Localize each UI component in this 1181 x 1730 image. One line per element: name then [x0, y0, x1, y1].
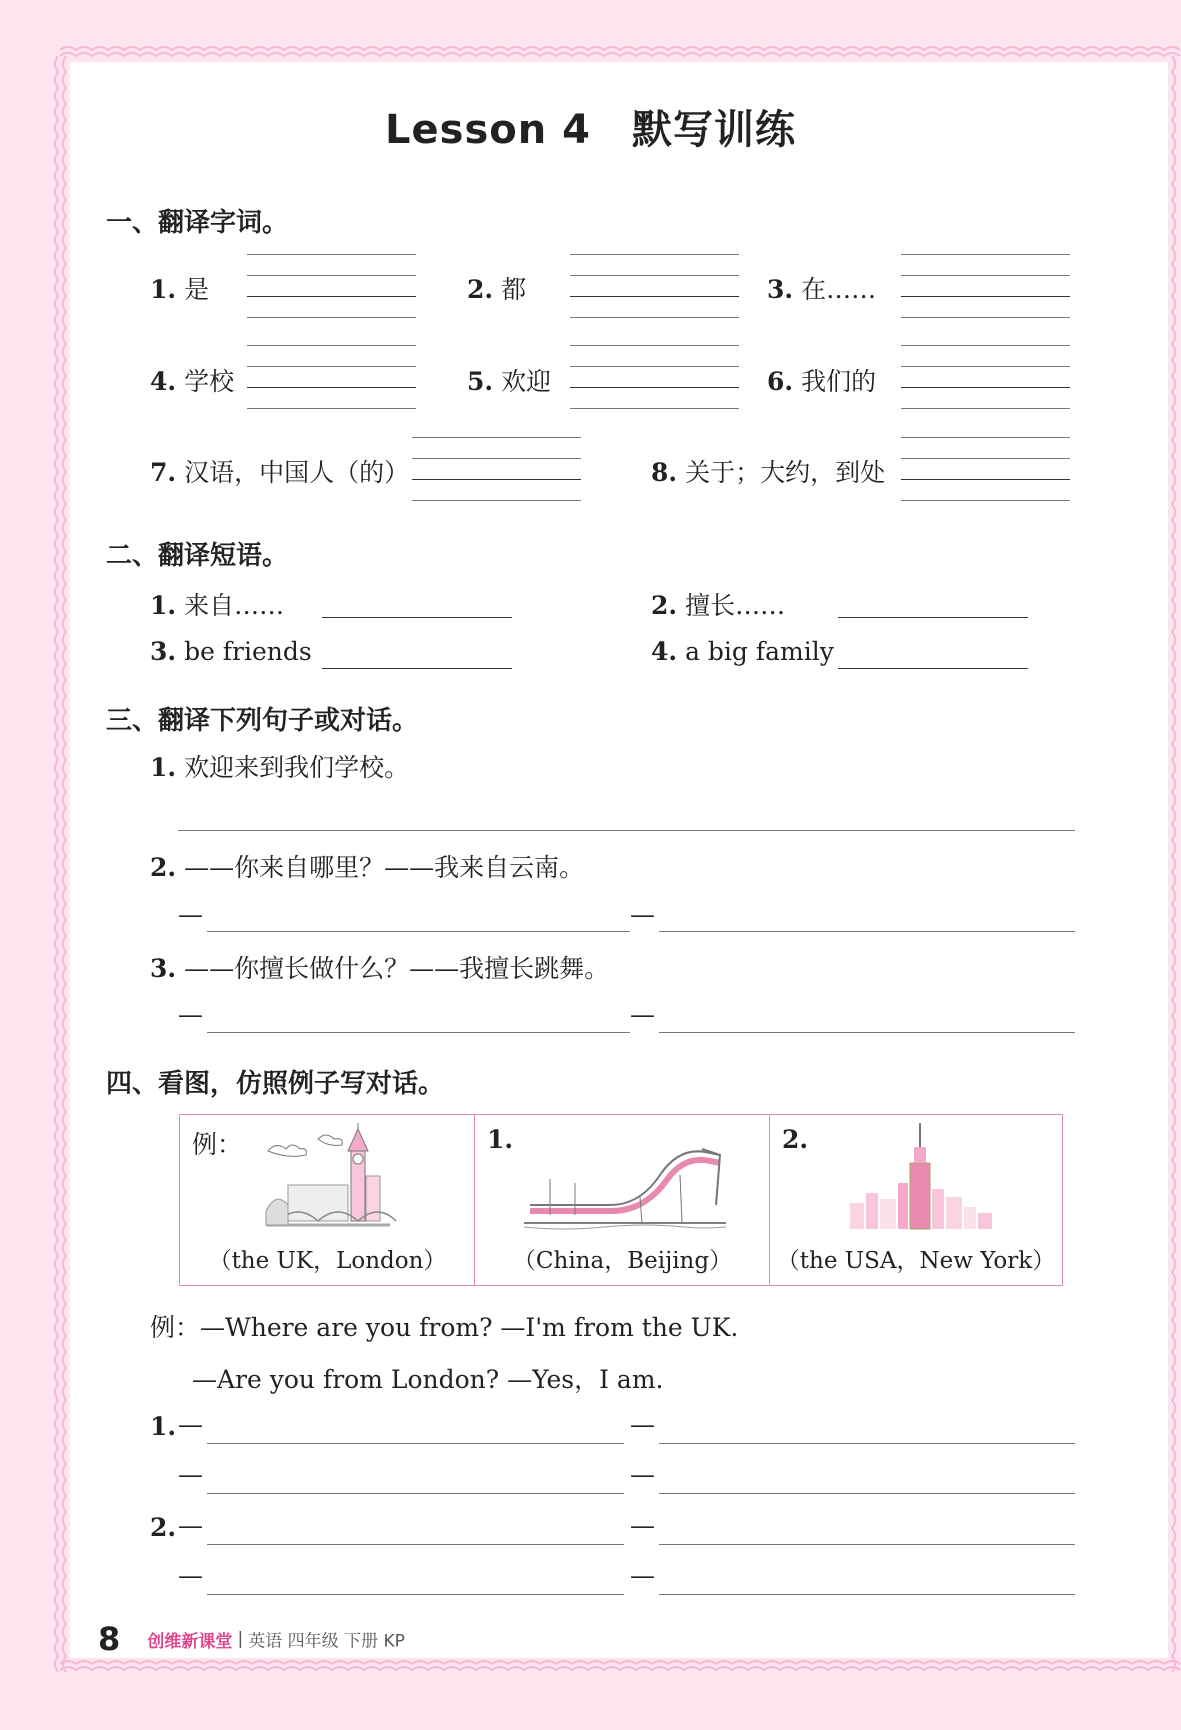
picture-cell-2: 2. （the USA，New York） — [776, 1125, 1056, 1274]
word-guide-line[interactable] — [412, 437, 581, 438]
brand-name: 创维新课堂 — [147, 1631, 233, 1652]
dialog-dash: — — [178, 900, 203, 929]
word-guide-line[interactable] — [247, 275, 416, 276]
word-guide-line[interactable] — [901, 500, 1070, 501]
sentence-2-answer-a[interactable] — [207, 931, 630, 932]
word-guide-line[interactable] — [901, 479, 1070, 480]
sentence-2-answer-b[interactable] — [659, 931, 1075, 932]
dialog-dash: — — [630, 900, 655, 929]
task-1-answer-d[interactable] — [659, 1493, 1075, 1494]
word-guide-line[interactable] — [247, 387, 416, 388]
word-item-4: 4. 学校 — [150, 367, 235, 396]
word-guide-line[interactable] — [570, 254, 739, 255]
word-guide-line[interactable] — [570, 317, 739, 318]
book-info: 英语 四年级 下册 KP — [248, 1631, 405, 1652]
task-2-answer-a[interactable] — [207, 1544, 624, 1545]
dialog-dash: — — [178, 1000, 203, 1029]
task-1-answer-b[interactable] — [659, 1443, 1075, 1444]
page-title: Lesson 4 默写训练 — [385, 107, 796, 153]
dialog-dash: — — [178, 1511, 203, 1540]
dialog-dash: — — [630, 1410, 655, 1439]
footer-divider: | — [237, 1629, 244, 1649]
phrase-item-4: 4. a big family — [651, 637, 834, 666]
phrase-answer-line-2[interactable] — [838, 617, 1028, 618]
word-guide-line[interactable] — [412, 500, 581, 501]
phrase-answer-line-1[interactable] — [322, 617, 512, 618]
dialog-dash: — — [178, 1460, 203, 1489]
word-guide-line[interactable] — [247, 317, 416, 318]
dialog-dash: — — [630, 1460, 655, 1489]
section-2-heading: 二、翻译短语。 — [106, 541, 289, 571]
word-guide-line[interactable] — [901, 387, 1070, 388]
word-guide-line[interactable] — [570, 296, 739, 297]
word-guide-line[interactable] — [247, 254, 416, 255]
word-item-2: 2. 都 — [467, 275, 527, 304]
phrase-answer-line-4[interactable] — [838, 668, 1028, 669]
word-item-5: 5. 欢迎 — [467, 367, 552, 396]
sentence-item-1: 1. 欢迎来到我们学校。 — [150, 753, 410, 782]
task-2-answer-b[interactable] — [659, 1544, 1075, 1545]
word-item-1: 1. 是 — [150, 275, 210, 304]
word-guide-line[interactable] — [901, 366, 1070, 367]
dialog-dash: — — [630, 1000, 655, 1029]
word-item-8: 8. 关于；大约，到处 — [651, 458, 886, 487]
task-2-number: 2. — [150, 1513, 177, 1542]
phrase-item-1: 1. 来自…… — [150, 591, 285, 620]
phrase-item-3: 3. be friends — [150, 637, 312, 666]
sentence-item-2: 2. ——你来自哪里？——我来自云南。 — [150, 853, 585, 882]
new-york-skyline-image — [840, 1123, 1000, 1235]
word-guide-line[interactable] — [247, 366, 416, 367]
word-item-7: 7. 汉语，中国人（的） — [150, 458, 410, 487]
example-line-2: —Are you from London? —Yes，I am. — [192, 1365, 664, 1394]
task-2-answer-c[interactable] — [207, 1594, 624, 1595]
word-guide-line[interactable] — [570, 366, 739, 367]
word-guide-line[interactable] — [901, 317, 1070, 318]
picture-cell-example: 例： （the UK，London） — [180, 1115, 475, 1285]
word-item-6: 6. 我们的 — [767, 367, 877, 396]
sentence-3-answer-b[interactable] — [659, 1032, 1075, 1033]
example-line-1: 例：—Where are you from? —I'm from the UK. — [150, 1313, 739, 1342]
dialog-dash: — — [630, 1511, 655, 1540]
picture-table — [179, 1114, 1063, 1286]
word-guide-line[interactable] — [247, 408, 416, 409]
page-number: 8 — [98, 1620, 121, 1658]
sentence-3-answer-a[interactable] — [207, 1032, 630, 1033]
task-1-number: 1. — [150, 1412, 177, 1441]
task-2-answer-d[interactable] — [659, 1594, 1075, 1595]
word-guide-line[interactable] — [570, 275, 739, 276]
phrase-item-2: 2. 擅长…… — [651, 591, 786, 620]
beijing-ski-jump-image — [520, 1135, 730, 1235]
word-item-3: 3. 在…… — [767, 275, 877, 304]
word-guide-line[interactable] — [901, 345, 1070, 346]
sentence-answer-line-1[interactable] — [178, 830, 1075, 831]
phrase-answer-line-3[interactable] — [322, 668, 512, 669]
page-footer — [98, 1620, 405, 1658]
word-guide-line[interactable] — [901, 408, 1070, 409]
picture-cell-1: 1. （China，Beijing） — [487, 1125, 733, 1274]
task-1-answer-c[interactable] — [207, 1493, 624, 1494]
word-guide-line[interactable] — [570, 408, 739, 409]
word-guide-line[interactable] — [570, 345, 739, 346]
word-guide-line[interactable] — [247, 345, 416, 346]
word-guide-line[interactable] — [901, 254, 1070, 255]
word-guide-line[interactable] — [570, 387, 739, 388]
section-4-heading: 四、看图，仿照例子写对话。 — [106, 1069, 445, 1099]
london-landmark-image — [258, 1121, 398, 1233]
sentence-item-3: 3. ——你擅长做什么？——我擅长跳舞。 — [150, 954, 610, 983]
word-guide-line[interactable] — [901, 275, 1070, 276]
word-guide-line[interactable] — [412, 479, 581, 480]
word-guide-line[interactable] — [901, 458, 1070, 459]
word-guide-line[interactable] — [247, 296, 416, 297]
word-guide-line[interactable] — [412, 458, 581, 459]
dialog-dash: — — [630, 1561, 655, 1590]
task-1-answer-a[interactable] — [207, 1443, 624, 1444]
dialog-dash: — — [178, 1410, 203, 1439]
word-guide-line[interactable] — [901, 296, 1070, 297]
dialog-dash: — — [178, 1561, 203, 1590]
section-1-heading: 一、翻译字词。 — [106, 208, 289, 238]
word-guide-line[interactable] — [901, 437, 1070, 438]
section-3-heading: 三、翻译下列句子或对话。 — [106, 706, 419, 736]
